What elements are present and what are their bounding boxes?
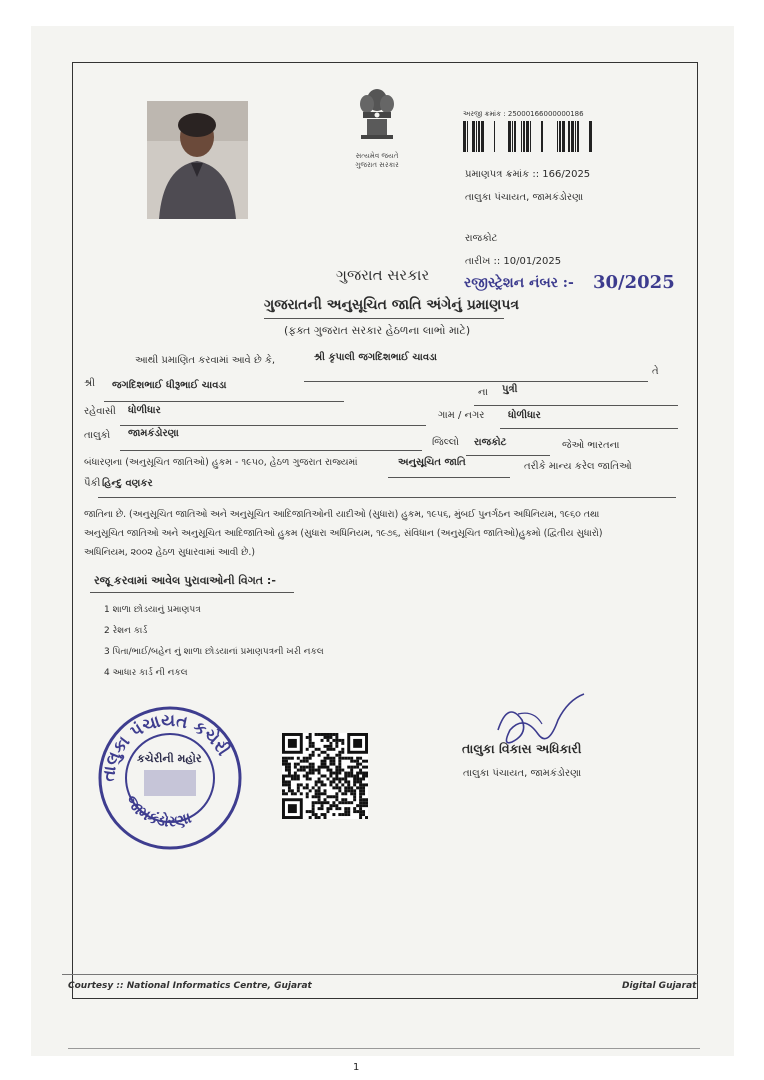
- legal-paragraph: [84, 505, 602, 562]
- document-item: 4 આધાર કાર્ડ ની નકલ: [104, 668, 188, 678]
- registration-number: 30/2025: [593, 272, 675, 293]
- registration-label: રજીસ્ટ્રેશન નંબર :-: [464, 275, 574, 291]
- signatory-title: તાલુકા વિકાસ અધિકારી: [462, 741, 582, 756]
- certificate-subtitle: (ફક્ત ગુજરાત સરકાર હેઠળના લાભો માટે): [284, 324, 471, 337]
- document-item: 2 રેશન કાર્ડ: [104, 626, 148, 636]
- emblem-motto: સત્યમેવ જયતે: [355, 152, 399, 160]
- district-value: રાજકોટ: [474, 437, 507, 448]
- holder-name: શ્રી કૃપાલી જગદિશભાઈ ચાવડા: [314, 352, 437, 363]
- intro-text: આથી પ્રમાણિત કરવામાં આવે છે કે,: [135, 355, 276, 366]
- legal-line-3: અધિનિયમ, ૨૦૦૨ હેઠળ સુધારવામાં આવી છે.): [84, 547, 255, 558]
- svg-text:જામકંડોરણા: [122, 792, 193, 831]
- father-name: જગદિશભાઈ ધીરૂભાઈ ચાવડા: [112, 380, 227, 391]
- te-text: તે: [652, 366, 659, 377]
- na-text: ના: [478, 387, 488, 398]
- seal-inner-text: કચેરીની મહોર: [137, 752, 202, 765]
- certificate-number: પ્રમાણપત્ર ક્રમાંક :: 166/2025: [465, 169, 591, 180]
- seal-stamp-icon: [96, 704, 244, 852]
- caste-type: અનુસૂચિત જાતિ: [398, 457, 466, 468]
- certificate-title: ગુજરાતની અનુસૂચિત જાતિ અંગેનું પ્રમાણપત્ર: [264, 297, 520, 313]
- document-item: 3 પિતા/ભાઈ/બહેન નું શાળા છોડયાનાં પ્રમાણપત્રની ખરી નકલ: [104, 647, 324, 657]
- application-number: અરજી ક્રમાંક : 25000166000000186: [463, 110, 584, 118]
- documents-list: [104, 600, 324, 684]
- footer-brand: Digital Gujarat: [622, 981, 697, 991]
- government-name: ગુજરાત સરકાર: [336, 266, 430, 284]
- page-separator: [68, 1048, 700, 1049]
- applicant-photo: [147, 101, 248, 219]
- legal-line-2: અનુસૂચિત જાતિઓ અને અનુસૂચિત આદિજાતિઓ હુકમ (સુધારા અધિનિયમ, ૧૯૭૬, સંવિધાન (અનુસૂચિત જાતિઓ)હુકમો (દ્વિતીય સુધારો): [84, 528, 603, 539]
- office-seal: [96, 704, 244, 852]
- footer-courtesy: Courtesy :: National Informatics Centre, Gujarat: [68, 981, 312, 991]
- page-number: 1: [353, 1062, 360, 1073]
- village-label: ગામ / નગર: [438, 410, 485, 421]
- issuing-office: તાલુકા પંચાયત, જામકંડોરણા: [465, 192, 584, 203]
- relation: પુત્રી: [502, 384, 518, 395]
- constitution-text: બંધારણના (અનુસૂચિત જાતિઓ) હુકમ - ૧૯૫૦, હેઠળ ગુજરાત રાજ્યમાં: [84, 457, 358, 468]
- taluka-value: જામકંડોરણા: [128, 428, 179, 439]
- seal-bottom-text: જામકંડોરણા: [122, 791, 194, 831]
- peta-label: પૈકી: [84, 478, 101, 489]
- signatory-office: તાલુકા પંચાયત, જામકંડોરણા: [463, 768, 582, 779]
- taluka-label: તાલુકો: [84, 430, 111, 441]
- issuing-place: રાજકોટ: [465, 233, 498, 244]
- documents-heading: રજૂ કરવામાં આવેલ પુરાવાઓની વિગત :-: [94, 574, 276, 587]
- shri-label: શ્રી: [84, 378, 96, 389]
- barcode-icon: [463, 121, 601, 152]
- resident-label: રહેવાસી: [84, 406, 116, 417]
- qr-code-icon: [282, 733, 368, 819]
- ashoka-emblem-icon: [355, 86, 399, 148]
- issue-date: તારીખ :: 10/01/2025: [465, 256, 562, 267]
- emblem-govt: ગુજરાત સરકાર: [355, 161, 399, 169]
- village-value: ધોળીધાર: [508, 410, 541, 421]
- recognized-text: તરીકે માન્ય કરેલ જાતિઓ: [524, 461, 632, 472]
- document-item: 1 શાળા છોડયાનું પ્રમાણપત્ર: [104, 605, 201, 615]
- state-emblem: [345, 86, 409, 176]
- legal-line-1: જાતિના છે. (અનુસૂચિત જાતિઓ અને અનુસૂચિત આદિજાતિઓની યાદીઓ (સુધારા) હુકમ, ૧૯૫૬, મુંબઈ પુનર્ગઠન અધિનિયમ, ૧૯૬૦ તથા: [84, 509, 600, 520]
- india-text: જેઓ ભારતના: [562, 440, 620, 451]
- seal-top-text: તાલુકા પંચાયત કચેરી: [98, 710, 233, 783]
- resident-value: ધોળીધાર: [128, 405, 161, 416]
- caste-value: હિન્દુ વણકર: [102, 478, 153, 489]
- district-label: જિલ્લો: [432, 437, 459, 448]
